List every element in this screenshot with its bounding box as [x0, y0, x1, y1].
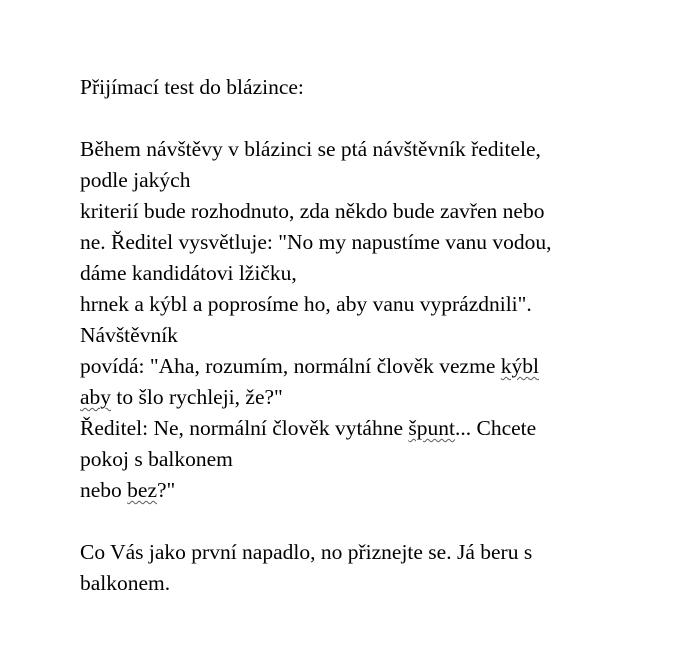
document-page [80, 72, 680, 599]
text-line: balkonem. [80, 571, 171, 595]
text-line [80, 475, 680, 506]
spellcheck-flagged-word[interactable]: bez [127, 478, 158, 502]
text-line [80, 351, 680, 382]
spellcheck-flagged-word[interactable]: aby [80, 385, 112, 409]
text-segment: nebo [80, 478, 128, 502]
text-segment: povídá: "Aha, rozumím, normální člověk vezme [80, 354, 501, 378]
story-paragraph [80, 134, 680, 506]
paragraph-gap [80, 103, 680, 134]
spellcheck-flagged-word[interactable]: špunt [408, 416, 455, 440]
text-line: pokoj s balkonem [80, 447, 233, 471]
text-line: ne. Ředitel vysvětluje: "No my napustíme vanu vodou, [80, 230, 552, 254]
text-line: hrnek a kýbl a poprosíme ho, aby vanu vyprázdnili". [80, 292, 532, 316]
text-line: Co Vás jako první napadlo, no přiznejte se. Já beru s [80, 540, 533, 564]
text-line: Návštěvník [80, 323, 178, 347]
text-line: Během návštěvy v blázinci se ptá návštěvník ředitele, [80, 137, 541, 161]
text-line [80, 382, 680, 413]
text-segment: Ředitel: Ne, normální člověk vytáhne [80, 416, 409, 440]
closing-paragraph [80, 537, 680, 599]
text-line: podle jakých [80, 168, 191, 192]
text-segment: ... Chcete [454, 416, 537, 440]
text-segment: to šlo rychleji, že?" [111, 385, 283, 409]
paragraph-gap [80, 506, 680, 537]
spellcheck-flagged-word[interactable]: kýbl [500, 354, 539, 378]
text-line: kriterií bude rozhodnuto, zda někdo bude zavřen nebo [80, 199, 545, 223]
text-segment: ?" [157, 478, 176, 502]
document-title: Přijímací test do blázince: [80, 75, 304, 99]
text-line [80, 413, 680, 444]
text-line: dáme kandidátovi lžičku, [80, 261, 297, 285]
